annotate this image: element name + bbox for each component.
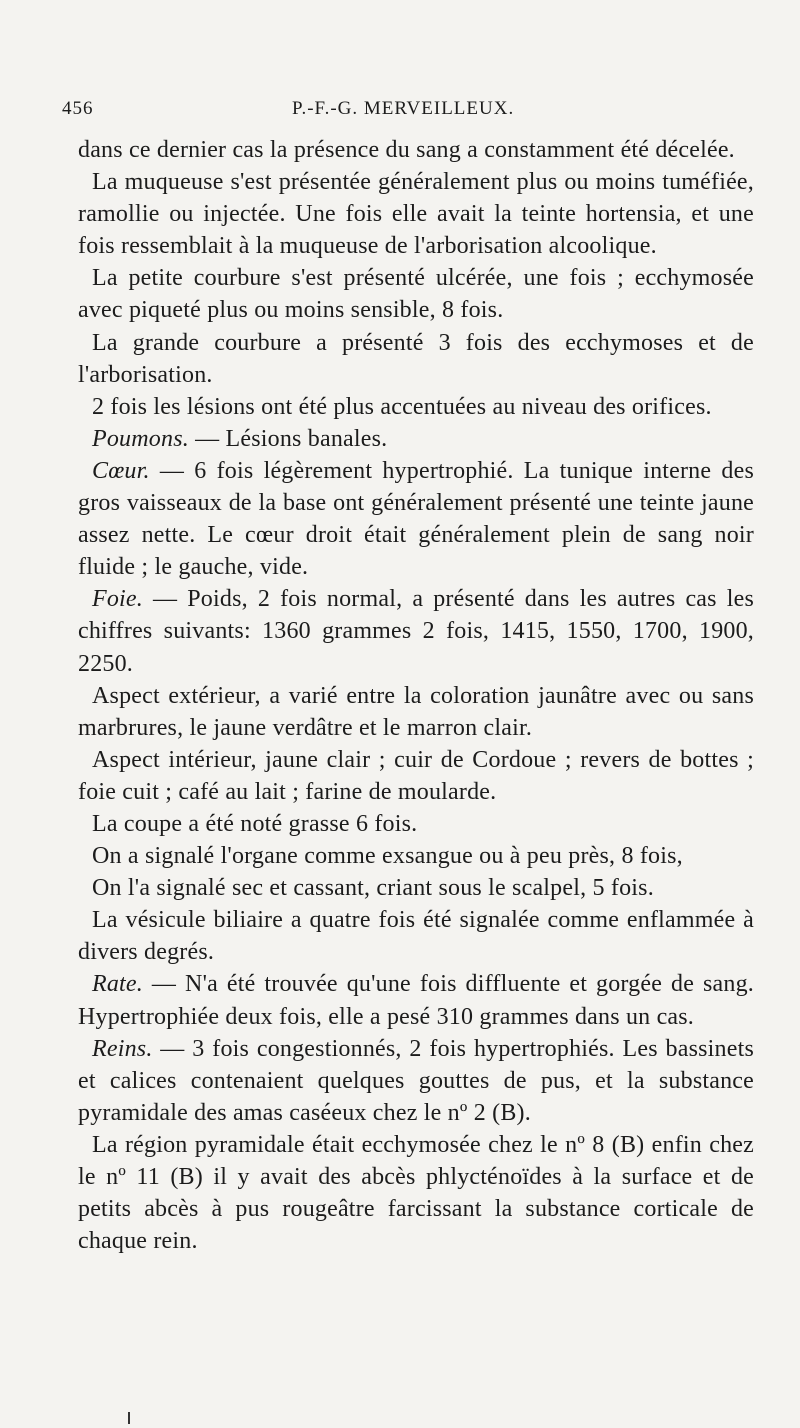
paragraph: Aspect intérieur, jaune clair ; cuir de Cordoue ; revers de bottes ; foie cuit ; café au lait ; farine de moularde.	[78, 746, 754, 805]
paragraph: Cœur. — 6 fois légèrement hypertrophié. La tunique interne des gros vaisseaux de la base ont généralement présenté une teinte jaune assez nette. Le cœur droit était généralement plein de sang noir fluide ; le gauche, vide.	[78, 457, 754, 581]
section-label: Rate.	[92, 971, 143, 998]
paragraph: Rate. — N'a été trouvée qu'une fois diffluente et gorgée de sang. Hypertrophiée deux fois, elle a pesé 310 grammes dans un cas.	[78, 971, 754, 1030]
paragraph: On a signalé l'organe comme exsangue ou à peu près, 8 fois,	[92, 843, 683, 870]
paragraph: La région pyramidale était ecchymosée chez le nº 8 (B) enfin chez le nº 11 (B) il y avait des abcès phlycténoïdes à la surface et de petits abcès à pus rougeâtre farcissant la substance corticale de chaque rein.	[78, 1131, 754, 1255]
print-speck	[128, 1412, 130, 1424]
paragraph: La grande courbure a présenté 3 fois des ecchymoses et de l'arborisation.	[78, 329, 754, 388]
paragraph: Reins. — 3 fois congestionnés, 2 fois hypertrophiés. Les bassinets et calices contenaient quelques gouttes de pus, et la substance pyramidale des amas caséeux chez le nº 2 (B).	[78, 1035, 754, 1126]
paragraph: dans ce dernier cas la présence du sang a constamment été décelée.	[78, 137, 735, 163]
page-header	[62, 98, 762, 128]
section-label: Reins.	[92, 1035, 153, 1062]
section-label: Foie.	[92, 586, 143, 613]
running-head: P.-F.-G. MERVEILLEUX.	[292, 98, 515, 119]
paragraph: La vésicule biliaire a quatre fois été signalée comme enflammée à divers degrés.	[78, 907, 754, 966]
section-label: Poumons.	[92, 425, 189, 452]
page-number: 456	[62, 98, 94, 119]
paragraph: Foie. — Poids, 2 fois normal, a présenté dans les autres cas les chiffres suivants: 1360 grammes 2 fois, 1415, 1550, 1700, 1900, 2250.	[78, 586, 754, 677]
paragraph: On l'a signalé sec et cassant, criant sous le scalpel, 5 fois.	[92, 875, 654, 902]
paragraph: Poumons. — Lésions banales.	[92, 425, 388, 452]
paragraph: La petite courbure s'est présenté ulcérée, une fois ; ecchymosée avec piqueté plus ou moins sensible, 8 fois.	[78, 265, 754, 324]
paragraph: Aspect extérieur, a varié entre la coloration jaunâtre avec ou sans marbrures, le jaune verdâtre et le marron clair.	[78, 682, 754, 741]
paragraph: 2 fois les lésions ont été plus accentuées au niveau des orifices.	[92, 393, 712, 420]
paragraph: La muqueuse s'est présentée généralement plus ou moins tuméfiée, ramollie ou injectée. Une fois elle avait la teinte hortensia, et une fois ressemblait à la muqueuse de l'arborisation alcoolique.	[78, 169, 754, 260]
body-text	[78, 134, 754, 1257]
section-label: Cœur.	[92, 457, 150, 484]
paragraph: La coupe a été noté grasse 6 fois.	[92, 810, 418, 837]
